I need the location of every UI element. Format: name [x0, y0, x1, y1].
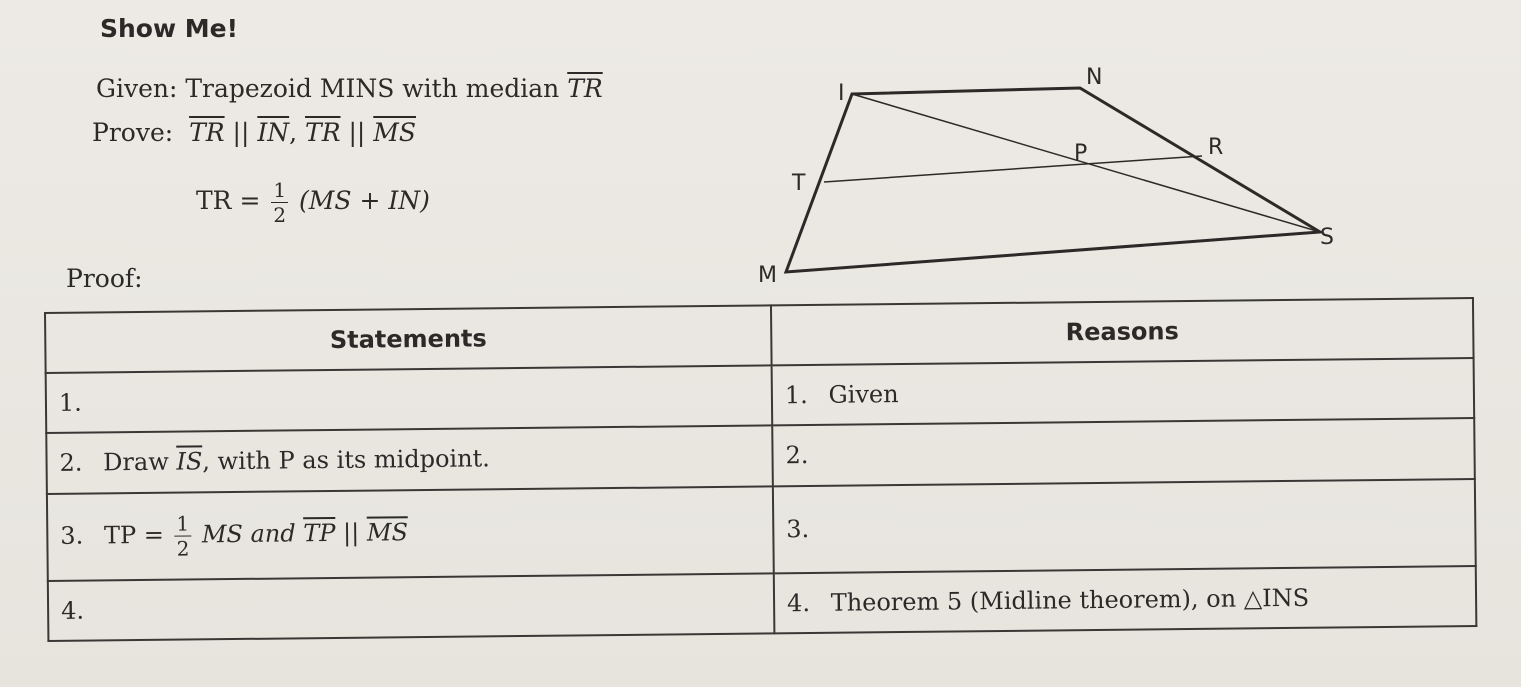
statement-seg-1: TP [303, 518, 336, 547]
reason-text: Given [828, 380, 899, 409]
fraction-denominator: 2 [273, 203, 287, 227]
statements-header: Statements [45, 305, 772, 373]
fraction-half [174, 511, 191, 561]
reason-number: 1. [784, 381, 808, 410]
prove-formula [196, 180, 430, 225]
label-M: M [758, 263, 777, 288]
proof-label: Proof: [66, 264, 143, 293]
statement-number: 2. [59, 448, 83, 478]
given-segment: TR [567, 74, 603, 103]
reason-number: 3. [786, 515, 810, 544]
statement-number: 1. [58, 388, 83, 417]
formula-lhs: TR = [196, 186, 261, 215]
statement-cell [46, 426, 773, 494]
proof-table [44, 297, 1477, 642]
parallel-symbol-2: || [348, 118, 366, 147]
median-TR [824, 156, 1202, 182]
prove-statement [92, 118, 416, 147]
prove-label: Prove: [92, 118, 174, 147]
statement-number: 3. [60, 521, 84, 550]
label-R: R [1208, 135, 1224, 160]
reason-number: 2. [785, 441, 809, 470]
label-N: N [1086, 65, 1103, 90]
fraction-half [271, 180, 288, 225]
parallel-symbol-1: || [232, 118, 250, 147]
statement-segment: IS [176, 447, 203, 476]
label-P: P [1074, 141, 1088, 166]
reason-cell [772, 418, 1475, 486]
statement-cell [47, 486, 774, 581]
prove-seg-4: MS [373, 118, 417, 147]
reason-cell [774, 566, 1477, 634]
reasons-header: Reasons [771, 298, 1474, 365]
label-I: I [838, 81, 845, 106]
fraction-denominator: 2 [176, 536, 190, 561]
prove-seg-1: TR [189, 118, 225, 147]
fraction-numerator: 1 [174, 513, 191, 536]
statement-mid: MS and [201, 518, 304, 548]
given-statement [96, 74, 603, 103]
statement-text: Draw [103, 447, 177, 477]
statement-seg-2: MS [366, 517, 409, 547]
statement-text-end: , with P as its midpoint. [202, 444, 491, 476]
prove-comma: , [289, 118, 298, 147]
statement-number: 4. [60, 596, 85, 625]
reason-text: Theorem 5 (Midline theorem), on △INS [830, 583, 1310, 617]
label-S: S [1320, 225, 1334, 250]
reason-cell [773, 479, 1476, 574]
section-heading: Show Me! [100, 14, 239, 43]
label-T: T [792, 171, 806, 196]
table-row [47, 479, 1476, 581]
reason-number: 4. [786, 588, 811, 618]
prove-seg-2: IN [257, 118, 290, 147]
statement-lhs: TP = [103, 520, 165, 549]
trapezoid-figure [740, 60, 1360, 300]
statement-cell [46, 365, 773, 433]
reason-cell [772, 358, 1475, 426]
fraction-numerator: 1 [273, 178, 287, 202]
statement-cell [48, 573, 775, 641]
parallel-symbol: || [342, 518, 360, 547]
given-text: Given: Trapezoid MINS with median [96, 74, 568, 103]
trapezoid-outline [786, 88, 1320, 272]
formula-rhs: (MS + IN) [299, 186, 430, 215]
prove-seg-3: TR [305, 118, 341, 147]
